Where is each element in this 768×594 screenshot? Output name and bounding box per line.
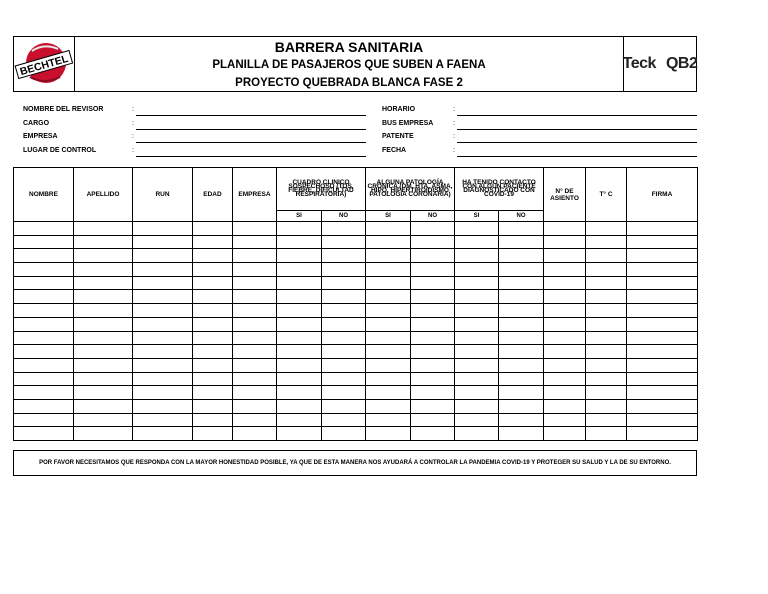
table-cell[interactable] bbox=[233, 345, 277, 359]
table-cell[interactable] bbox=[14, 358, 74, 372]
table-cell[interactable] bbox=[411, 413, 455, 427]
table-cell[interactable] bbox=[411, 304, 455, 318]
table-cell[interactable] bbox=[277, 372, 322, 386]
table-cell[interactable] bbox=[193, 304, 233, 318]
table-row bbox=[14, 427, 698, 441]
table-cell[interactable] bbox=[586, 399, 627, 413]
table-cell[interactable] bbox=[277, 249, 322, 263]
table-cell[interactable] bbox=[193, 249, 233, 263]
table-cell[interactable] bbox=[74, 304, 133, 318]
q3-no: NO bbox=[499, 211, 544, 222]
table-cell[interactable] bbox=[499, 290, 544, 304]
patente-field[interactable] bbox=[457, 142, 697, 143]
passenger-table bbox=[13, 167, 698, 441]
table-cell[interactable] bbox=[499, 263, 544, 277]
table-cell[interactable] bbox=[627, 399, 698, 413]
table-cell[interactable] bbox=[322, 235, 366, 249]
table-cell[interactable] bbox=[14, 345, 74, 359]
table-cell[interactable] bbox=[277, 399, 322, 413]
bus-empresa-field[interactable] bbox=[457, 129, 697, 130]
table-cell[interactable] bbox=[627, 427, 698, 441]
bus-empresa-colon: : bbox=[453, 120, 455, 127]
table-row bbox=[14, 413, 698, 427]
table-cell[interactable] bbox=[133, 235, 193, 249]
table-row bbox=[14, 399, 698, 413]
table-cell[interactable] bbox=[366, 427, 411, 441]
table-cell[interactable] bbox=[74, 276, 133, 290]
table-cell[interactable] bbox=[14, 331, 74, 345]
table-cell[interactable] bbox=[322, 249, 366, 263]
table-cell[interactable] bbox=[627, 235, 698, 249]
table-cell[interactable] bbox=[277, 235, 322, 249]
patente-label: PATENTE bbox=[382, 133, 414, 140]
table-cell[interactable] bbox=[627, 249, 698, 263]
table-row bbox=[14, 331, 698, 345]
table-cell[interactable] bbox=[233, 222, 277, 236]
table-cell[interactable] bbox=[133, 358, 193, 372]
bechtel-logo-cell bbox=[14, 37, 75, 91]
table-cell[interactable] bbox=[411, 290, 455, 304]
horario-field[interactable] bbox=[457, 115, 697, 116]
table-cell[interactable] bbox=[366, 345, 411, 359]
empresa-field[interactable] bbox=[136, 142, 366, 143]
table-cell[interactable] bbox=[586, 249, 627, 263]
table-cell[interactable] bbox=[14, 222, 74, 236]
fecha-field[interactable] bbox=[457, 156, 697, 157]
table-cell[interactable] bbox=[366, 304, 411, 318]
table-cell[interactable] bbox=[322, 372, 366, 386]
table-cell[interactable] bbox=[74, 331, 133, 345]
lugar-control-colon: : bbox=[132, 147, 134, 154]
table-cell[interactable] bbox=[586, 331, 627, 345]
table-cell[interactable] bbox=[14, 427, 74, 441]
form-header bbox=[13, 36, 697, 92]
q2-si: SI bbox=[366, 211, 411, 222]
table-cell[interactable] bbox=[233, 427, 277, 441]
table-cell[interactable] bbox=[411, 386, 455, 400]
table-row bbox=[14, 290, 698, 304]
table-cell[interactable] bbox=[411, 276, 455, 290]
table-cell[interactable] bbox=[499, 386, 544, 400]
table-cell[interactable] bbox=[455, 413, 499, 427]
table-cell[interactable] bbox=[322, 290, 366, 304]
table-cell[interactable] bbox=[74, 290, 133, 304]
q1-no: NO bbox=[322, 211, 366, 222]
table-row bbox=[14, 304, 698, 318]
qb2-logo-text: QB2 bbox=[665, 55, 698, 72]
table-cell[interactable] bbox=[322, 386, 366, 400]
table-cell[interactable] bbox=[277, 290, 322, 304]
table-cell[interactable] bbox=[544, 345, 586, 359]
table-cell[interactable] bbox=[74, 249, 133, 263]
table-cell[interactable] bbox=[627, 317, 698, 331]
q3-si: SI bbox=[455, 211, 499, 222]
bechtel-logo bbox=[14, 37, 74, 91]
col-temperatura: T° C bbox=[586, 168, 627, 222]
table-cell[interactable] bbox=[544, 290, 586, 304]
table-cell[interactable] bbox=[455, 249, 499, 263]
table-cell[interactable] bbox=[411, 427, 455, 441]
table-row bbox=[14, 358, 698, 372]
table-cell[interactable] bbox=[411, 372, 455, 386]
table-cell[interactable] bbox=[499, 249, 544, 263]
table-cell[interactable] bbox=[74, 235, 133, 249]
table-cell[interactable] bbox=[74, 427, 133, 441]
table-cell[interactable] bbox=[193, 399, 233, 413]
table-cell[interactable] bbox=[627, 276, 698, 290]
table-row bbox=[14, 276, 698, 290]
table-cell[interactable] bbox=[455, 222, 499, 236]
col-patologia-cronica: ALGUNA PATOLOGÍA CRÓNICA (DM, HTA, ASMA, HIPO, HIPERTIROIDISMO PATOLOGÍA CORONARIA) bbox=[366, 168, 455, 211]
table-cell[interactable] bbox=[586, 263, 627, 277]
table-cell[interactable] bbox=[499, 304, 544, 318]
table-cell[interactable] bbox=[627, 372, 698, 386]
project-name: PROYECTO QUEBRADA BLANCA FASE 2 bbox=[235, 77, 463, 89]
table-cell[interactable] bbox=[586, 304, 627, 318]
table-cell[interactable] bbox=[133, 331, 193, 345]
table-cell[interactable] bbox=[499, 413, 544, 427]
table-row bbox=[14, 235, 698, 249]
table-cell[interactable] bbox=[499, 276, 544, 290]
table-cell[interactable] bbox=[193, 317, 233, 331]
table-cell[interactable] bbox=[586, 345, 627, 359]
table-cell[interactable] bbox=[411, 345, 455, 359]
table-cell[interactable] bbox=[193, 222, 233, 236]
table-cell[interactable] bbox=[544, 372, 586, 386]
table-cell[interactable] bbox=[233, 263, 277, 277]
table-cell[interactable] bbox=[411, 222, 455, 236]
table-cell[interactable] bbox=[233, 386, 277, 400]
table-cell[interactable] bbox=[544, 386, 586, 400]
table-cell[interactable] bbox=[627, 304, 698, 318]
table-cell[interactable] bbox=[366, 413, 411, 427]
table-cell[interactable] bbox=[193, 276, 233, 290]
col-nombre: NOMBRE bbox=[14, 168, 74, 222]
table-cell[interactable] bbox=[366, 386, 411, 400]
table-cell[interactable] bbox=[277, 276, 322, 290]
table-cell[interactable] bbox=[277, 304, 322, 318]
table-cell[interactable] bbox=[366, 249, 411, 263]
table-cell[interactable] bbox=[411, 317, 455, 331]
table-cell[interactable] bbox=[411, 331, 455, 345]
table-cell[interactable] bbox=[193, 427, 233, 441]
table-cell[interactable] bbox=[277, 345, 322, 359]
table-cell[interactable] bbox=[544, 276, 586, 290]
table-cell[interactable] bbox=[586, 413, 627, 427]
table-cell[interactable] bbox=[193, 372, 233, 386]
table-cell[interactable] bbox=[627, 413, 698, 427]
table-cell[interactable] bbox=[455, 345, 499, 359]
form-subtitle: PLANILLA DE PASAJEROS QUE SUBEN A FAENA bbox=[212, 59, 486, 71]
empresa-label: EMPRESA bbox=[23, 133, 58, 140]
table-cell[interactable] bbox=[14, 317, 74, 331]
honesty-note: POR FAVOR NECESITAMOS QUE RESPONDA CON LA MAYOR HONESTIDAD POSIBLE, YA QUE DE ESTA MANERA NOS AYUDARÁ A CONTROLAR LA PANDEMIA COVID-19 Y PROTEGER SU SALUD Y LA DE SU ENTORNO. bbox=[13, 450, 697, 476]
table-cell[interactable] bbox=[233, 399, 277, 413]
table-cell[interactable] bbox=[74, 263, 133, 277]
q2-no: NO bbox=[411, 211, 455, 222]
table-cell[interactable] bbox=[133, 249, 193, 263]
cargo-colon: : bbox=[132, 120, 134, 127]
table-cell[interactable] bbox=[455, 386, 499, 400]
table-cell[interactable] bbox=[322, 222, 366, 236]
table-cell[interactable] bbox=[74, 345, 133, 359]
table-cell[interactable] bbox=[455, 399, 499, 413]
table-cell[interactable] bbox=[233, 317, 277, 331]
table-cell[interactable] bbox=[277, 358, 322, 372]
table-cell[interactable] bbox=[14, 399, 74, 413]
table-cell[interactable] bbox=[499, 345, 544, 359]
table-cell[interactable] bbox=[586, 386, 627, 400]
revisor-field[interactable] bbox=[136, 115, 366, 116]
table-cell[interactable] bbox=[499, 222, 544, 236]
table-cell[interactable] bbox=[411, 358, 455, 372]
table-cell[interactable] bbox=[193, 290, 233, 304]
teck-logo-text: Teck bbox=[622, 55, 656, 72]
table-cell[interactable] bbox=[322, 276, 366, 290]
table-cell[interactable] bbox=[366, 235, 411, 249]
table-cell[interactable] bbox=[544, 304, 586, 318]
table-cell[interactable] bbox=[133, 386, 193, 400]
lugar-control-field[interactable] bbox=[136, 156, 366, 157]
table-cell[interactable] bbox=[74, 399, 133, 413]
table-cell[interactable] bbox=[586, 235, 627, 249]
table-cell[interactable] bbox=[193, 235, 233, 249]
table-cell[interactable] bbox=[133, 290, 193, 304]
table-cell[interactable] bbox=[322, 331, 366, 345]
table-cell[interactable] bbox=[627, 358, 698, 372]
table-cell[interactable] bbox=[133, 345, 193, 359]
table-cell[interactable] bbox=[627, 222, 698, 236]
table-cell[interactable] bbox=[133, 413, 193, 427]
table-cell[interactable] bbox=[322, 263, 366, 277]
table-cell[interactable] bbox=[586, 372, 627, 386]
table-cell[interactable] bbox=[499, 427, 544, 441]
cargo-field[interactable] bbox=[136, 129, 366, 130]
table-cell[interactable] bbox=[74, 372, 133, 386]
table-cell[interactable] bbox=[74, 386, 133, 400]
table-cell[interactable] bbox=[233, 331, 277, 345]
table-cell[interactable] bbox=[586, 317, 627, 331]
horario-colon: : bbox=[453, 106, 455, 113]
table-row bbox=[14, 317, 698, 331]
col-edad: EDAD bbox=[193, 168, 233, 222]
table-cell[interactable] bbox=[277, 331, 322, 345]
table-cell[interactable] bbox=[627, 290, 698, 304]
table-cell[interactable] bbox=[322, 317, 366, 331]
table-cell[interactable] bbox=[411, 249, 455, 263]
table-cell[interactable] bbox=[322, 413, 366, 427]
table-row bbox=[14, 386, 698, 400]
table-cell[interactable] bbox=[277, 413, 322, 427]
table-cell[interactable] bbox=[455, 358, 499, 372]
table-cell[interactable] bbox=[277, 386, 322, 400]
table-cell[interactable] bbox=[544, 399, 586, 413]
table-cell[interactable] bbox=[627, 386, 698, 400]
table-cell[interactable] bbox=[366, 399, 411, 413]
table-cell[interactable] bbox=[14, 235, 74, 249]
table-cell[interactable] bbox=[233, 413, 277, 427]
table-cell[interactable] bbox=[366, 276, 411, 290]
table-cell[interactable] bbox=[499, 317, 544, 331]
table-cell[interactable] bbox=[499, 399, 544, 413]
table-cell[interactable] bbox=[366, 317, 411, 331]
table-cell[interactable] bbox=[133, 399, 193, 413]
table-cell[interactable] bbox=[586, 290, 627, 304]
table-cell[interactable] bbox=[322, 399, 366, 413]
table-cell[interactable] bbox=[193, 358, 233, 372]
table-cell[interactable] bbox=[586, 358, 627, 372]
table-cell[interactable] bbox=[544, 427, 586, 441]
table-cell[interactable] bbox=[233, 249, 277, 263]
table-cell[interactable] bbox=[133, 372, 193, 386]
table-cell[interactable] bbox=[499, 331, 544, 345]
table-cell[interactable] bbox=[233, 290, 277, 304]
table-cell[interactable] bbox=[322, 358, 366, 372]
cargo-label: CARGO bbox=[23, 120, 50, 127]
table-cell[interactable] bbox=[627, 331, 698, 345]
table-cell[interactable] bbox=[14, 372, 74, 386]
table-cell[interactable] bbox=[411, 399, 455, 413]
table-cell[interactable] bbox=[544, 331, 586, 345]
col-contacto-covid: HA TENIDO CONTACTO CON ALGUN PACIENTE DIAGNOSTICADO CON COVID-19 bbox=[455, 168, 544, 211]
table-cell[interactable] bbox=[411, 263, 455, 277]
table-cell[interactable] bbox=[14, 413, 74, 427]
table-row bbox=[14, 222, 698, 236]
table-cell[interactable] bbox=[499, 235, 544, 249]
col-run: RUN bbox=[133, 168, 193, 222]
table-cell[interactable] bbox=[74, 317, 133, 331]
table-cell[interactable] bbox=[14, 304, 74, 318]
table-cell[interactable] bbox=[455, 235, 499, 249]
table-cell[interactable] bbox=[133, 222, 193, 236]
table-cell[interactable] bbox=[133, 317, 193, 331]
table-cell[interactable] bbox=[544, 358, 586, 372]
table-cell[interactable] bbox=[544, 222, 586, 236]
empresa-colon: : bbox=[132, 133, 134, 140]
bus-empresa-label: BUS EMPRESA bbox=[382, 120, 434, 127]
table-cell[interactable] bbox=[411, 235, 455, 249]
table-cell[interactable] bbox=[455, 317, 499, 331]
table-cell[interactable] bbox=[627, 345, 698, 359]
table-cell[interactable] bbox=[322, 427, 366, 441]
revisor-colon: : bbox=[132, 106, 134, 113]
table-cell[interactable] bbox=[233, 276, 277, 290]
table-cell[interactable] bbox=[14, 276, 74, 290]
table-cell[interactable] bbox=[366, 372, 411, 386]
table-row bbox=[14, 249, 698, 263]
table-cell[interactable] bbox=[455, 372, 499, 386]
table-cell[interactable] bbox=[74, 413, 133, 427]
horario-label: HORARIO bbox=[382, 106, 416, 113]
table-cell[interactable] bbox=[277, 427, 322, 441]
table-row bbox=[14, 372, 698, 386]
table-cell[interactable] bbox=[233, 235, 277, 249]
table-cell[interactable] bbox=[455, 276, 499, 290]
table-cell[interactable] bbox=[366, 358, 411, 372]
teck-qb2-logo bbox=[623, 37, 696, 91]
table-cell[interactable] bbox=[366, 222, 411, 236]
fecha-label: FECHA bbox=[382, 147, 407, 154]
table-cell[interactable] bbox=[277, 263, 322, 277]
col-cuadro-clinico: CUADRO CLINICO SOSPECHOSO (TOS, FIEBRE, DIFICULTAD RESPIRATORIA) bbox=[277, 168, 366, 211]
table-cell[interactable] bbox=[193, 263, 233, 277]
table-cell[interactable] bbox=[277, 222, 322, 236]
lugar-control-label: LUGAR DE CONTROL bbox=[23, 147, 97, 154]
table-cell[interactable] bbox=[74, 222, 133, 236]
table-cell[interactable] bbox=[544, 317, 586, 331]
q1-si: SI bbox=[277, 211, 322, 222]
table-cell[interactable] bbox=[499, 358, 544, 372]
table-cell[interactable] bbox=[193, 413, 233, 427]
table-cell[interactable] bbox=[14, 386, 74, 400]
patente-colon: : bbox=[453, 133, 455, 140]
col-apellido: APELLIDO bbox=[74, 168, 133, 222]
table-cell[interactable] bbox=[586, 427, 627, 441]
table-cell[interactable] bbox=[233, 304, 277, 318]
col-firma: FIRMA bbox=[627, 168, 698, 222]
table-cell[interactable] bbox=[322, 304, 366, 318]
table-cell[interactable] bbox=[544, 235, 586, 249]
table-cell[interactable] bbox=[233, 372, 277, 386]
table-cell[interactable] bbox=[322, 345, 366, 359]
table-cell[interactable] bbox=[627, 263, 698, 277]
table-cell[interactable] bbox=[193, 331, 233, 345]
table-cell[interactable] bbox=[366, 290, 411, 304]
form-title: BARRERA SANITARIA bbox=[274, 39, 424, 55]
table-cell[interactable] bbox=[366, 331, 411, 345]
table-cell[interactable] bbox=[133, 427, 193, 441]
table-cell[interactable] bbox=[14, 249, 74, 263]
col-empresa: EMPRESA bbox=[233, 168, 277, 222]
table-cell[interactable] bbox=[544, 249, 586, 263]
table-cell[interactable] bbox=[455, 331, 499, 345]
table-cell[interactable] bbox=[233, 358, 277, 372]
table-header-row bbox=[14, 168, 698, 211]
revisor-label: NOMBRE DEL REVISOR bbox=[23, 106, 104, 113]
table-cell[interactable] bbox=[544, 263, 586, 277]
table-row bbox=[14, 345, 698, 359]
bechtel-logo-text: BECHTEL bbox=[18, 52, 70, 79]
table-cell[interactable] bbox=[455, 263, 499, 277]
table-cell[interactable] bbox=[133, 276, 193, 290]
col-asiento: N° DE ASIENTO bbox=[544, 168, 586, 222]
table-cell[interactable] bbox=[133, 263, 193, 277]
table-cell[interactable] bbox=[74, 358, 133, 372]
table-cell[interactable] bbox=[586, 276, 627, 290]
table-cell[interactable] bbox=[499, 372, 544, 386]
table-cell[interactable] bbox=[277, 317, 322, 331]
table-cell[interactable] bbox=[193, 386, 233, 400]
table-cell[interactable] bbox=[133, 304, 193, 318]
table-cell[interactable] bbox=[455, 427, 499, 441]
table-cell[interactable] bbox=[455, 304, 499, 318]
table-cell[interactable] bbox=[14, 290, 74, 304]
table-cell[interactable] bbox=[366, 263, 411, 277]
title-block bbox=[74, 37, 624, 91]
table-cell[interactable] bbox=[544, 413, 586, 427]
table-cell[interactable] bbox=[193, 345, 233, 359]
passenger-rows bbox=[14, 222, 698, 441]
table-cell[interactable] bbox=[586, 222, 627, 236]
fecha-colon: : bbox=[453, 147, 455, 154]
table-row bbox=[14, 263, 698, 277]
table-cell[interactable] bbox=[455, 290, 499, 304]
table-cell[interactable] bbox=[14, 263, 74, 277]
